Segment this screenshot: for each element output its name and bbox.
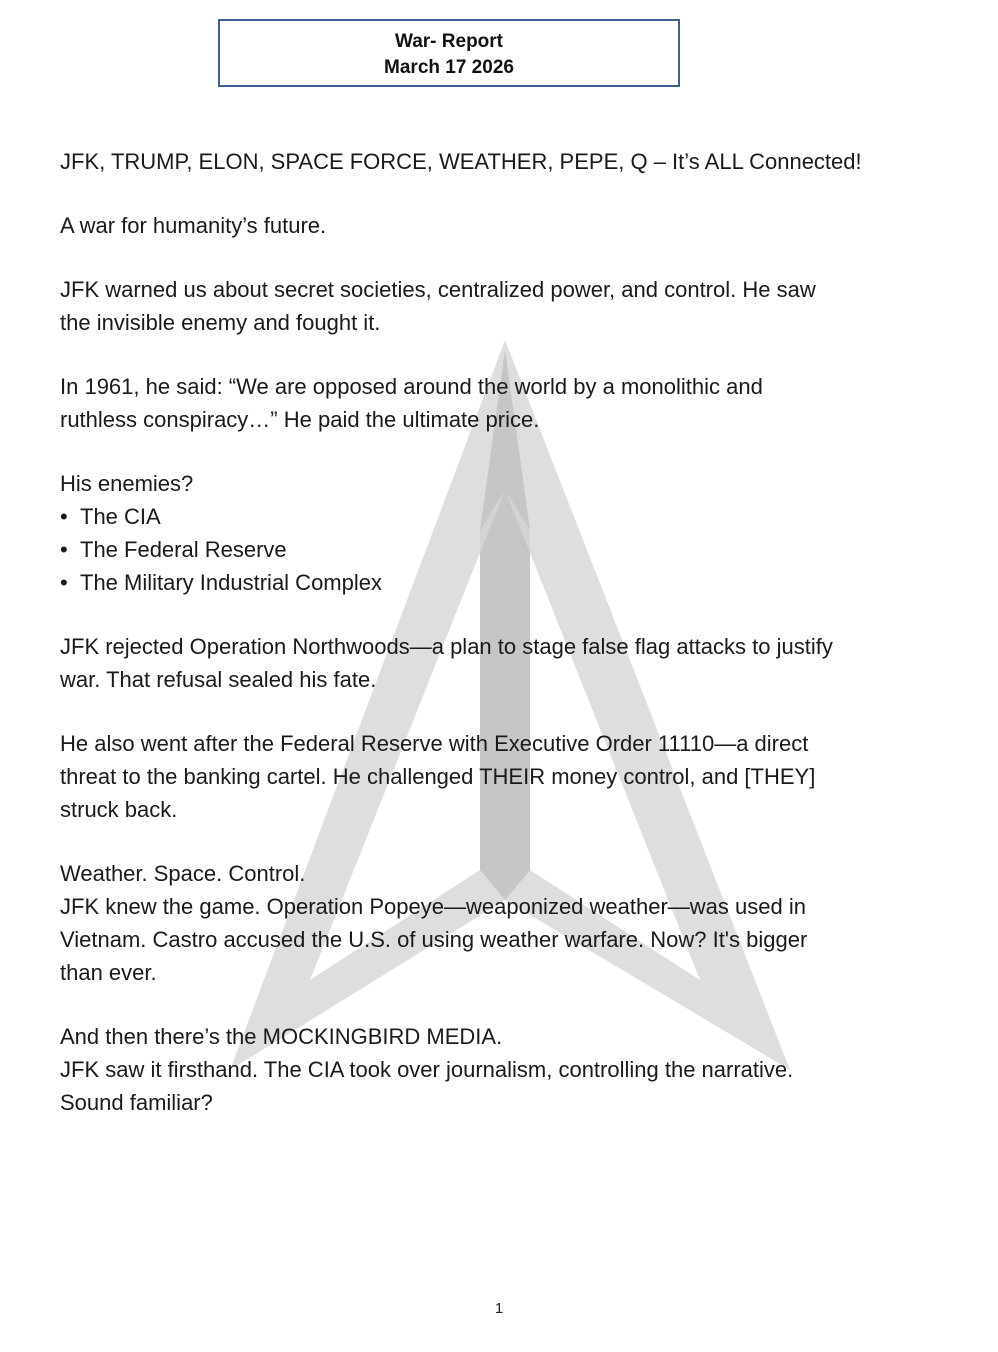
enemies-heading: His enemies? [60,471,194,496]
paragraph-7-line-2: JFK saw it firsthand. The CIA took over journalism, controlling the narrative. [60,1057,794,1082]
list-item-label: The Military Industrial Complex [80,570,382,595]
list-item [60,500,940,533]
paragraph-5-line-1: He also went after the Federal Reserve with Executive Order 11110—a direct [60,731,809,756]
report-header-box [218,19,680,87]
enemies-list [60,500,940,599]
paragraph-3-line-1: In 1961, he said: “We are opposed around the world by a monolithic and [60,374,763,399]
paragraph-2-line-1: JFK warned us about secret societies, centralized power, and control. He saw [60,277,816,302]
paragraph-6-line-4: than ever. [60,960,157,985]
paragraph-7-line-3: Sound familiar? [60,1090,213,1115]
paragraph-2-line-2: the invisible enemy and fought it. [60,310,381,335]
paragraph-4-line-2: war. That refusal sealed his fate. [60,667,377,692]
headline: JFK, TRUMP, ELON, SPACE FORCE, WEATHER, PEPE, Q – It’s ALL Connected! [60,149,862,174]
paragraph-3-line-2: ruthless conspiracy…” He paid the ultimate price. [60,407,540,432]
list-item-label: The CIA [80,504,161,529]
paragraph-1: A war for humanity’s future. [60,213,327,238]
paragraph-6-line-2: JFK knew the game. Operation Popeye—weaponized weather—was used in [60,894,806,919]
report-title: War- Report [394,31,504,52]
paragraph-6-line-3: Vietnam. Castro accused the U.S. of using weather warfare. Now? It's bigger [60,927,808,952]
bullet-dot-icon: • [60,570,68,595]
bullet-dot-icon: • [60,537,68,562]
list-item [60,533,940,566]
list-item-label: The Federal Reserve [80,537,287,562]
paragraph-6-line-1: Weather. Space. Control. [60,861,306,886]
report-body [60,145,940,1119]
paragraph-4-line-1: JFK rejected Operation Northwoods—a plan to stage false flag attacks to justify [60,634,833,659]
bullet-dot-icon: • [60,504,68,529]
page-number: 1 [494,1300,504,1317]
paragraph-5-line-2: threat to the banking cartel. He challenged THEIR money control, and [THEY] [60,764,816,789]
list-item [60,566,940,599]
paragraph-5-line-3: struck back. [60,797,178,822]
report-date: March 17 2026 [384,57,514,78]
paragraph-7-line-1: And then there’s the MOCKINGBIRD MEDIA. [60,1024,503,1049]
